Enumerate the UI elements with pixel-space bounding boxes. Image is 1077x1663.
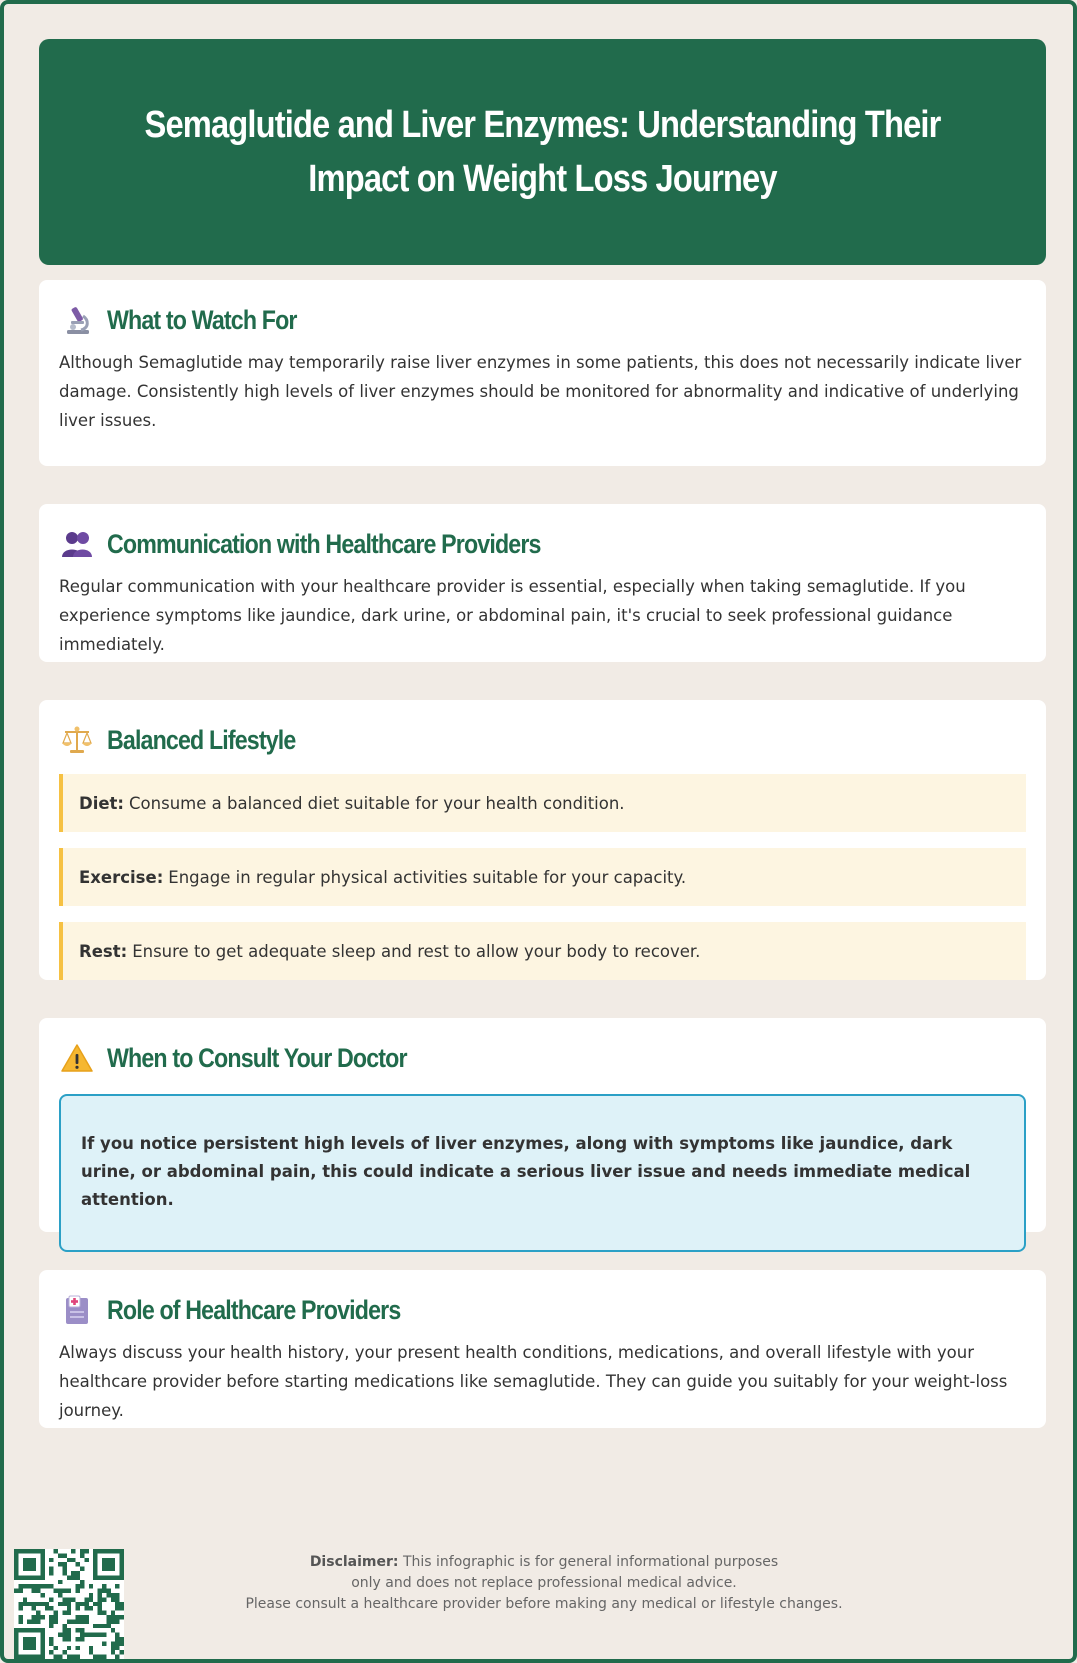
people-icon bbox=[61, 528, 93, 560]
page-title: Semaglutide and Liver Enzymes: Understanding Their Impact on Weight Loss Journey bbox=[144, 104, 941, 200]
card-what-to-watch bbox=[39, 280, 1046, 466]
card-role-of-providers bbox=[39, 1270, 1046, 1428]
tip-label: Diet: bbox=[79, 793, 125, 813]
disclaimer-line-2: only and does not replace professional medical advice. bbox=[351, 1575, 737, 1591]
card-header bbox=[59, 524, 1026, 564]
tip-label: Exercise: bbox=[79, 867, 164, 887]
card-when-to-consult bbox=[39, 1018, 1046, 1232]
scales-icon bbox=[61, 724, 93, 756]
card-header bbox=[59, 1290, 1026, 1330]
page-header bbox=[39, 39, 1046, 265]
tip-rest bbox=[59, 922, 1026, 980]
card-body: Although Semaglutide may temporarily raise liver enzymes in some patients, this does not necessarily indicate liver damage. Consistently high levels of liver enzymes should be monitored for abnormality and indicative of underlying liver issues. bbox=[59, 353, 1022, 430]
card-body: Regular communication with your healthcare provider is essential, especially when taking semaglutide. If you experience symptoms like jaundice, dark urine, or abdominal pain, it's crucial to seek professional guidance immediately. bbox=[59, 577, 966, 654]
lifestyle-tips bbox=[59, 774, 1026, 980]
warning-icon bbox=[61, 1042, 93, 1074]
card-title: Role of Healthcare Providers bbox=[107, 1294, 401, 1325]
qr-code bbox=[14, 1549, 124, 1659]
card-header bbox=[59, 1038, 1026, 1078]
card-body: Always discuss your health history, your present health conditions, medications, and overall lifestyle with your healthcare provider before starting medications like semaglutide. They can guide you suitably for your weight-loss journey. bbox=[59, 1343, 1008, 1420]
card-title: When to Consult Your Doctor bbox=[107, 1042, 407, 1073]
tip-text: Ensure to get adequate sleep and rest to allow your body to recover. bbox=[132, 941, 701, 961]
disclaimer-label: Disclaimer: bbox=[309, 1554, 399, 1570]
card-title: Balanced Lifestyle bbox=[107, 724, 296, 755]
card-balanced-lifestyle bbox=[39, 700, 1046, 980]
alert-box: If you notice persistent high levels of liver enzymes, along with symptoms like jaundice, dark urine, or abdominal pain, this could indicate a serious liver issue and needs immediate medical attention. bbox=[59, 1094, 1026, 1252]
disclaimer-text: This infographic is for general informational purposes bbox=[402, 1554, 779, 1570]
card-title: Communication with Healthcare Providers bbox=[107, 528, 541, 559]
tip-exercise bbox=[59, 848, 1026, 906]
tip-text: Consume a balanced diet suitable for your health condition. bbox=[129, 793, 625, 813]
microscope-icon bbox=[61, 304, 93, 336]
tip-text: Engage in regular physical activities suitable for your capacity. bbox=[168, 867, 687, 887]
card-header bbox=[59, 720, 1026, 760]
hospital-icon bbox=[61, 1294, 93, 1326]
card-header bbox=[59, 300, 1026, 340]
card-communication bbox=[39, 504, 1046, 662]
disclaimer bbox=[144, 1552, 944, 1615]
tip-diet bbox=[59, 774, 1026, 832]
disclaimer-line-1 bbox=[144, 1552, 944, 1573]
card-title: What to Watch For bbox=[107, 304, 297, 335]
tip-label: Rest: bbox=[79, 941, 128, 961]
disclaimer-line-3: Please consult a healthcare provider before making any medical or lifestyle changes. bbox=[245, 1596, 843, 1612]
